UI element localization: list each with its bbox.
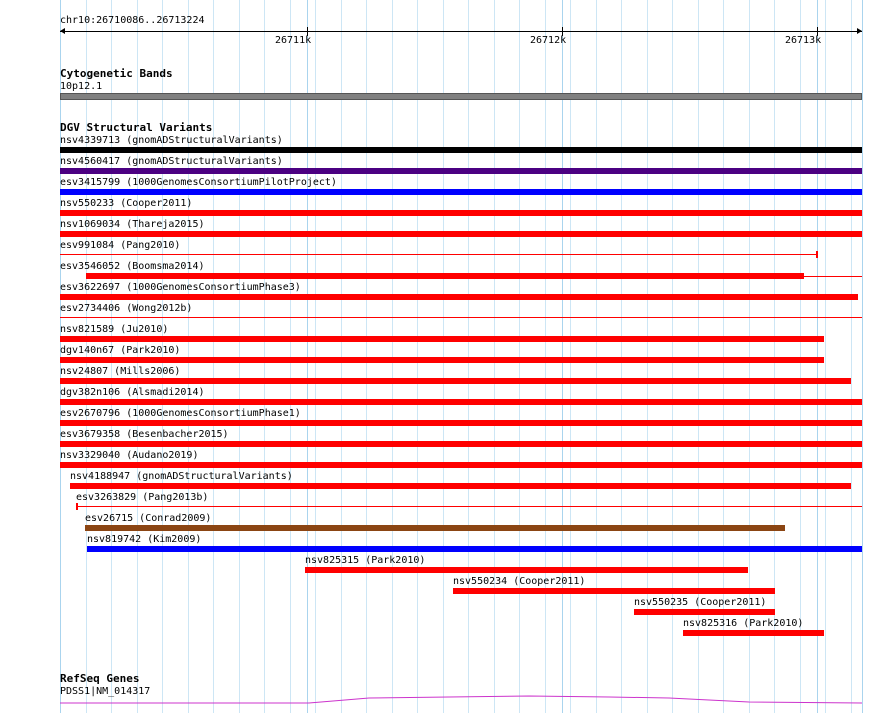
dgv-feature-label[interactable]: nsv4560417 (gnomADStructuralVariants) <box>60 156 283 167</box>
dgv-feature-bar[interactable] <box>634 609 775 615</box>
dgv-feature-bar[interactable] <box>60 168 862 174</box>
dgv-feature-label[interactable]: esv3546052 (Boomsma2014) <box>60 261 205 272</box>
dgv-feature-label[interactable]: nsv3329040 (Audano2019) <box>60 450 199 461</box>
dgv-feature-label[interactable]: nsv4339713 (gnomADStructuralVariants) <box>60 135 283 146</box>
dgv-feature-bar[interactable] <box>60 317 862 318</box>
dgv-feature-bar[interactable] <box>60 231 862 237</box>
dgv-feature-bar[interactable] <box>60 420 862 426</box>
dgv-feature-label[interactable]: esv26715 (Conrad2009) <box>85 513 212 524</box>
dgv-feature-endcap <box>76 503 78 510</box>
dgv-feature-bar[interactable] <box>70 483 851 489</box>
dgv-feature-bar[interactable] <box>60 378 851 384</box>
dgv-feature-bar[interactable] <box>60 210 862 216</box>
dgv-feature-bar[interactable] <box>60 462 862 468</box>
ruler-line <box>60 31 862 32</box>
dgv-feature-label[interactable]: nsv821589 (Ju2010) <box>60 324 169 335</box>
location-label: chr10:26710086..26713224 <box>60 15 205 26</box>
dgv-feature-bar[interactable] <box>60 399 862 405</box>
dgv-feature-bar[interactable] <box>60 336 824 342</box>
dgv-feature-bar[interactable] <box>60 357 824 363</box>
dgv-feature-label[interactable]: nsv1069034 (Thareja2015) <box>60 219 205 230</box>
dgv-feature-bar[interactable] <box>453 588 775 594</box>
refseq-track-title[interactable]: RefSeq Genes <box>60 672 140 685</box>
dgv-feature-bar[interactable] <box>60 147 862 153</box>
dgv-feature-bar[interactable] <box>60 254 817 255</box>
ruler-left-arrow <box>60 28 65 34</box>
cytoband-label: 10p12.1 <box>60 81 103 92</box>
gene-intron-line <box>60 696 862 703</box>
dgv-feature-label[interactable]: nsv550235 (Cooper2011) <box>634 597 767 608</box>
dgv-feature-extension <box>804 276 862 277</box>
dgv-feature-bar[interactable] <box>76 506 862 507</box>
ruler-right-arrow <box>857 28 862 34</box>
dgv-feature-label[interactable]: esv991084 (Pang2010) <box>60 240 181 251</box>
tick-label-26711k: 26711k <box>275 35 312 46</box>
dgv-feature-label[interactable]: nsv825316 (Park2010) <box>683 618 804 629</box>
dgv-feature-label[interactable]: nsv825315 (Park2010) <box>305 555 426 566</box>
dgv-feature-bar[interactable] <box>86 273 804 279</box>
dgv-feature-label[interactable]: esv3622697 (1000GenomesConsortiumPhase3) <box>60 282 301 293</box>
cytoband-track-title[interactable]: Cytogenetic Bands <box>60 67 173 80</box>
dgv-feature-bar[interactable] <box>87 546 862 552</box>
cytoband-bar[interactable] <box>60 93 862 100</box>
tick-label-26713k: 26713k <box>785 35 822 46</box>
dgv-feature-label[interactable]: nsv550233 (Cooper2011) <box>60 198 193 209</box>
dgv-feature-label[interactable]: nsv24807 (Mills2006) <box>60 366 181 377</box>
dgv-feature-label[interactable]: esv2734406 (Wong2012b) <box>60 303 193 314</box>
dgv-feature-label[interactable]: esv3263829 (Pang2013b) <box>76 492 209 503</box>
refseq-gene-label[interactable]: PDSS1|NM_014317 <box>60 686 151 697</box>
dgv-feature-bar[interactable] <box>60 189 862 195</box>
dgv-feature-bar[interactable] <box>683 630 824 636</box>
dgv-feature-label[interactable]: esv3415799 (1000GenomesConsortiumPilotProject) <box>60 177 337 188</box>
dgv-feature-bar[interactable] <box>60 294 858 300</box>
dgv-feature-label[interactable]: dgv140n67 (Park2010) <box>60 345 181 356</box>
refseq-gene-model[interactable] <box>59 694 863 708</box>
dgv-track-title[interactable]: DGV Structural Variants <box>60 121 213 134</box>
tick-label-26712k: 26712k <box>530 35 567 46</box>
dgv-feature-endcap <box>816 251 818 258</box>
dgv-feature-label[interactable]: esv3679358 (Besenbacher2015) <box>60 429 229 440</box>
dgv-feature-label[interactable]: nsv550234 (Cooper2011) <box>453 576 586 587</box>
dgv-feature-label[interactable]: esv2670796 (1000GenomesConsortiumPhase1) <box>60 408 301 419</box>
dgv-feature-label[interactable]: nsv819742 (Kim2009) <box>87 534 202 545</box>
dgv-feature-label[interactable]: nsv4188947 (gnomADStructuralVariants) <box>70 471 293 482</box>
dgv-feature-bar[interactable] <box>85 525 785 531</box>
dgv-feature-label[interactable]: dgv382n106 (Alsmadi2014) <box>60 387 205 398</box>
dgv-feature-bar[interactable] <box>60 441 862 447</box>
dgv-feature-bar[interactable] <box>305 567 748 573</box>
